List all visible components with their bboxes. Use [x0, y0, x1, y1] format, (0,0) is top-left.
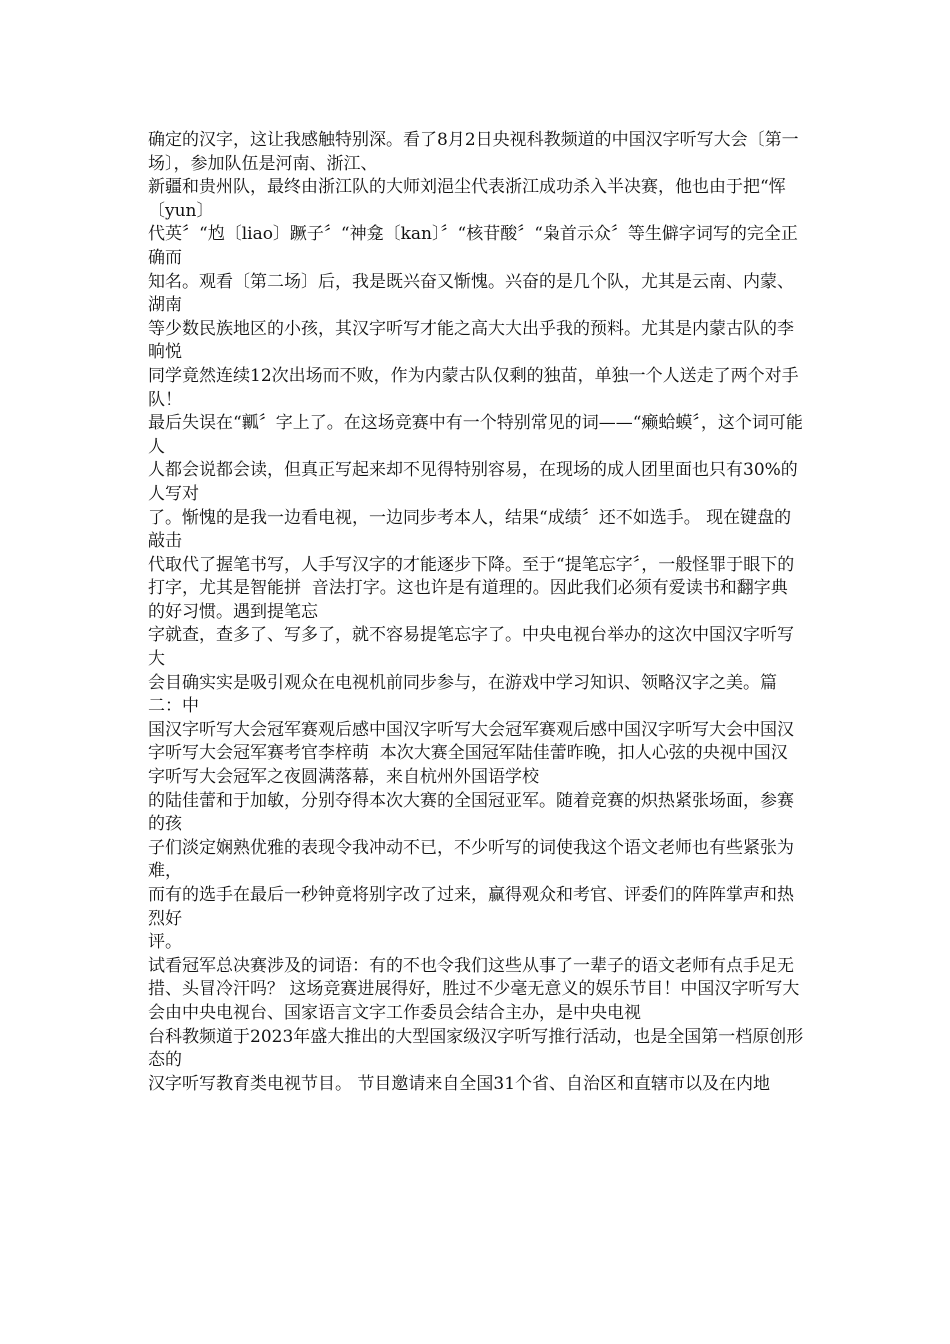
text-line: 代取代了握笔书写，人手写汉字的才能逐步下降。至于“提笔忘字〞，一般怪罪于眼下的	[148, 554, 795, 575]
text-line: 确定的汉字，这让我感触特别深。看了8月2日央视科教频道的中国汉字听写大会〔第一场〕，参加队伍是河南、浙江、	[148, 130, 799, 174]
body-text	[148, 129, 804, 1096]
text-line: 汉字听写教育类电视节目。 节目邀请来自全国31个省、自治区和直辖市以及在内地	[148, 1073, 771, 1094]
text-line: 了。惭愧的是我一边看电视，一边同步考本人，结果“成绩〞还不如选手。 现在键盘的敲击	[148, 507, 792, 552]
text-line: 知名。观看〔第二场〕后，我是既兴奋又惭愧。兴奋的是几个队，尤其是云南、内蒙、湖南	[148, 271, 794, 316]
text-line: 最后失误在“瓤〞字上了。在这场竞赛中有一个特别常见的词——“癞蛤蟆〞，这个词可能人	[148, 413, 803, 457]
text-line: 国汉字听写大会冠军赛观后感中国汉字听写大会冠军赛观后感中国汉字听写大会中国汉字听写大会冠军赛考官李梓萌 本次大赛全国冠军陆佳蕾昨晚，扣人心弦的央视中国汉字听写大会冠军之夜圆满落幕，来自杭州外国语学校	[148, 719, 794, 788]
text-line: 的陆佳蕾和于加敏，分别夺得本次大赛的全国冠亚军。随着竞赛的炽热紧张场面，参赛的孩	[148, 790, 794, 835]
text-line: 代英〞“尥〔liao〕蹶子〞“神龛〔kan〕〞“核苷酸〞“枭首示众〞等生僻字词写的完全正确而	[148, 224, 798, 268]
text-line: 台科教频道于2023年盛大推出的大型国家级汉字听写推行活动，也是全国第一档原创形态的	[148, 1026, 804, 1071]
text-line: 试看冠军总决赛涉及的词语：有的不也令我们这些从事了一辈子的语文老师有点手足无措、头冒冷汗吗？ 这场竞赛进展得好，胜过不少毫无意义的娱乐节目！中国汉字听写大会由中央电视台、国家语言文字工作委员会结合主办，是中央电视	[148, 955, 800, 1023]
text-line: 字就查，查多了、写多了，就不容易提笔忘字了。中央电视台举办的这次中国汉字听写大	[148, 625, 794, 670]
text-line: 同学竟然连续12次出场而不败，作为内蒙古队仅剩的独苗，单独一个人送走了两个对手队！	[148, 365, 799, 410]
text-line: 等少数民族地区的小孩，其汉字听写才能之高大大出乎我的预料。尤其是内蒙古队的李晌悦	[148, 318, 794, 363]
text-line: 打字，尤其是智能拼 音法打字。这也许是有道理的。因此我们必须有爱读书和翻字典的好习惯。遇到提笔忘	[148, 578, 788, 622]
text-line: 会目确实实是吸引观众在电视机前同步参与，在游戏中学习知识、领略汉字之美。篇二：中	[148, 672, 777, 717]
text-line: 新疆和贵州队，最终由浙江队的大师刘浥尘代表浙江成功杀入半决赛，他也由于把“恽〔yun〕	[148, 177, 786, 221]
text-line: 而有的选手在最后一秒钟竟将别字改了过来，赢得观众和考官、评委们的阵阵掌声和热烈好	[148, 885, 794, 929]
text-line: 子们淡定娴熟优雅的表现令我冲动不已，不少听写的词使我这个语文老师也有些紧张为难，	[148, 837, 794, 882]
text-line: 人都会说都会读，但真正写起来却不见得特别容易，在现场的成人团里面也只有30%的人写对	[148, 460, 798, 504]
text-line: 评。	[148, 932, 182, 953]
